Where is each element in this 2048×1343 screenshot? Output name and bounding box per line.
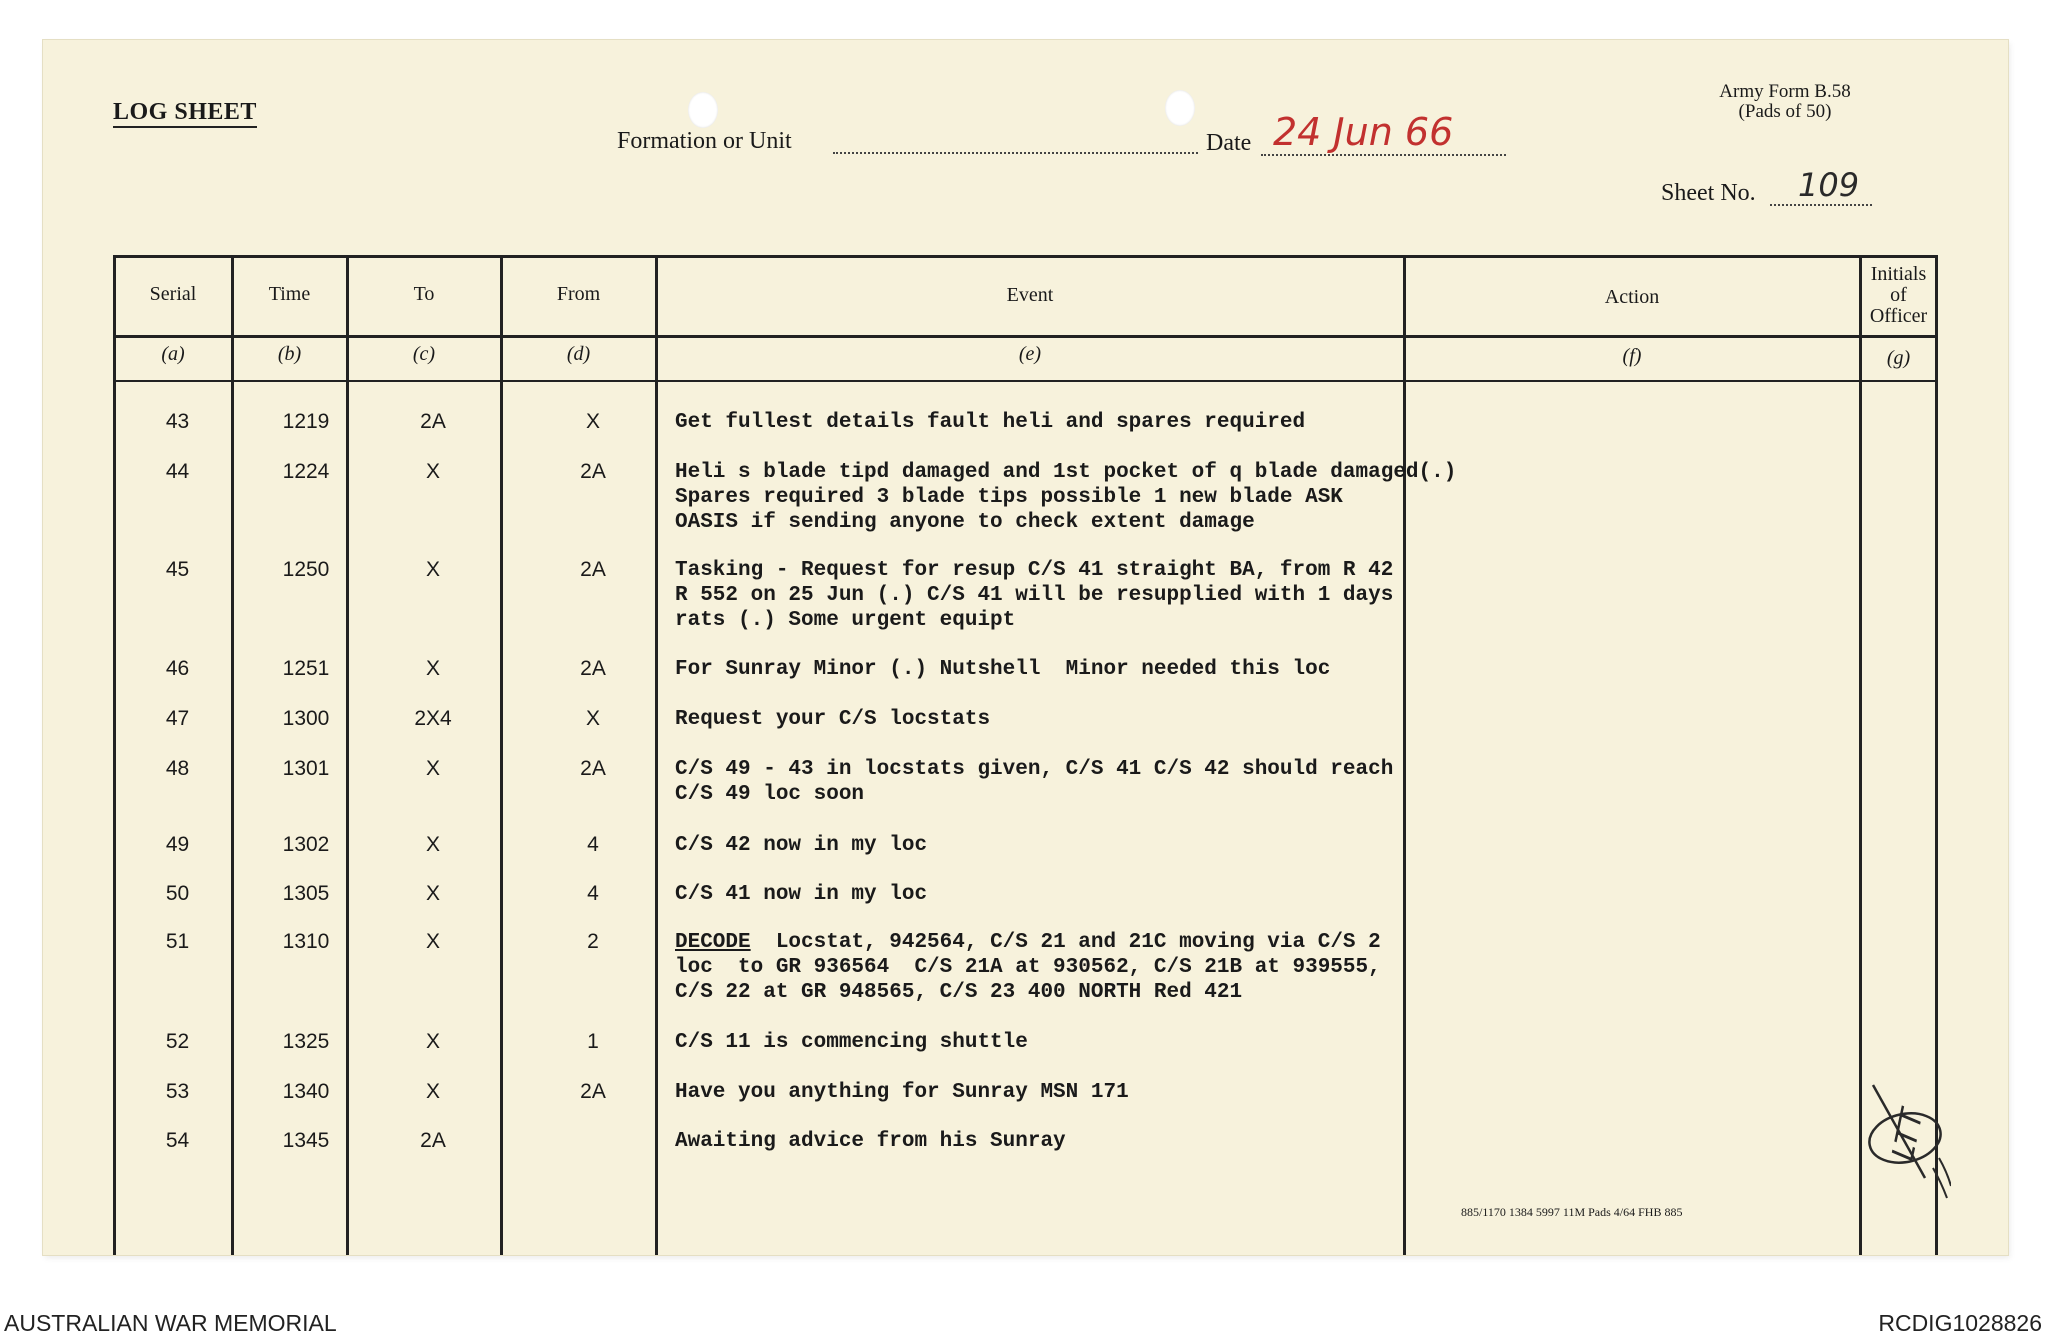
col-sub-from: (d) (566, 343, 591, 365)
initials-text: LTT (1885, 1106, 1931, 1164)
event-cell: C/S 42 now in my loc (675, 834, 928, 857)
col-header-event: Event (1006, 284, 1054, 306)
to-cell: X (425, 460, 440, 483)
event-text: Locstat, 942564, C/S 21 and 21C moving via C/S 2 loc to GR 936564 C/S 21A at 930562, C/S 21B at 939555, C/S 22 at GR 948565, C/S 23 400 NORTH Red 421 (675, 931, 1381, 1004)
archive-credit: AUSTRALIAN WAR MEMORIAL (4, 1310, 337, 1336)
to-cell: 2A (420, 1129, 446, 1152)
table-row (43, 558, 2008, 632)
serial-cell: 43 (165, 410, 190, 433)
event-cell: Have you anything for Sunray MSN 171 (675, 1081, 1129, 1104)
event-cell: Heli s blade tipd damaged and 1st pocket of q blade damaged(.) Spares required 3 blade tips possible 1 new blade ASK OASIS if sending anyone to check extent damage (675, 461, 1457, 534)
time-cell: 1219 (282, 410, 330, 433)
serial-cell: 51 (165, 930, 190, 953)
from-cell: 2A (580, 757, 606, 780)
col-header-action: Action (1604, 286, 1660, 308)
event-cell (675, 930, 1435, 1005)
form-pads: (Pads of 50) (1738, 101, 1832, 122)
serial-cell: 52 (165, 1030, 190, 1053)
event-cell: For Sunray Minor (.) Nutshell Minor needed this loc (675, 658, 1331, 681)
punch-hole-left (688, 92, 718, 128)
to-cell: 2X4 (414, 707, 452, 730)
date-field (1261, 154, 1506, 156)
col-sub-event: (e) (1018, 343, 1042, 365)
to-cell: X (425, 657, 440, 680)
from-cell: 2A (580, 657, 606, 680)
time-cell: 1300 (282, 707, 330, 730)
from-cell: 2A (580, 1080, 606, 1103)
event-cell: C/S 11 is commencing shuttle (675, 1031, 1028, 1054)
table-row (43, 1129, 2008, 1189)
col-sub-to: (c) (412, 343, 436, 365)
col-sub-action: (f) (1622, 345, 1642, 367)
time-cell: 1345 (282, 1129, 330, 1152)
col-sub-time: (b) (277, 343, 302, 365)
from-cell: 4 (587, 882, 599, 905)
col-header-from: From (556, 283, 601, 305)
date-label: Date (1206, 130, 1252, 156)
table-row (43, 460, 2008, 534)
event-cell: C/S 41 now in my loc (675, 883, 928, 906)
col-header-serial: Serial (149, 283, 197, 305)
to-cell: X (425, 757, 440, 780)
time-cell: 1305 (282, 882, 330, 905)
from-cell: X (585, 707, 600, 730)
log-sheet-paper (43, 40, 2008, 1255)
subheader-rule (113, 380, 1938, 382)
archive-reference: RCDIG1028826 (1878, 1310, 2042, 1336)
decode-keyword: DECODE (675, 931, 751, 954)
time-cell: 1310 (282, 930, 330, 953)
time-cell: 1224 (282, 460, 330, 483)
from-cell: 4 (587, 833, 599, 856)
printer-imprint: 885/1170 1384 5997 11M Pads 4/64 FHB 885 (1461, 1205, 1683, 1219)
to-cell: X (425, 930, 440, 953)
time-cell: 1325 (282, 1030, 330, 1053)
serial-cell: 44 (165, 460, 190, 483)
serial-cell: 53 (165, 1080, 190, 1103)
from-cell: 1 (587, 1030, 599, 1053)
to-cell: X (425, 833, 440, 856)
to-cell: X (425, 882, 440, 905)
to-cell: 2A (420, 410, 446, 433)
formation-label: Formation or Unit (617, 128, 792, 154)
serial-cell: 47 (165, 707, 190, 730)
serial-cell: 50 (165, 882, 190, 905)
page-title: LOG SHEET (113, 98, 257, 128)
from-cell: X (585, 410, 600, 433)
to-cell: X (425, 1030, 440, 1053)
col-sub-initials: (g) (1886, 347, 1911, 369)
table-row (43, 930, 2008, 1004)
col-header-to: To (413, 283, 435, 305)
col-header-initials: Initials of Officer (1869, 263, 1928, 327)
sheet-no-field (1770, 204, 1872, 206)
event-cell: Get fullest details fault heli and spares required (675, 411, 1306, 434)
header-rule (113, 335, 1938, 338)
col-header-time: Time (268, 283, 311, 305)
serial-cell: 45 (165, 558, 190, 581)
formation-field (833, 152, 1198, 154)
time-cell: 1250 (282, 558, 330, 581)
time-cell: 1302 (282, 833, 330, 856)
time-cell: 1301 (282, 757, 330, 780)
time-cell: 1251 (282, 657, 330, 680)
to-cell: X (425, 1080, 440, 1103)
serial-cell: 48 (165, 757, 190, 780)
handwritten-initials-mark (1863, 1080, 1951, 1200)
punch-hole-right (1165, 90, 1195, 126)
sheet-no-value: 109 (1798, 166, 1860, 204)
from-cell: 2A (580, 460, 606, 483)
serial-cell: 46 (165, 657, 190, 680)
event-cell: Tasking - Request for resup C/S 41 straight BA, from R 42 R 552 on 25 Jun (.) C/S 41 will be resupplied with 1 days rats (.) Some urgent equipt (675, 559, 1394, 632)
to-cell: X (425, 558, 440, 581)
form-identifier (1695, 82, 1875, 122)
event-cell: Request your C/S locstats (675, 708, 991, 731)
serial-cell: 49 (165, 833, 190, 856)
from-cell: 2A (580, 558, 606, 581)
table-top-rule (113, 255, 1938, 258)
event-cell: Awaiting advice from his Sunray (675, 1130, 1066, 1153)
table-row (43, 757, 2008, 817)
col-sub-serial: (a) (161, 343, 185, 365)
date-value: 24 Jun 66 (1273, 110, 1454, 154)
from-cell: 2 (587, 930, 599, 953)
sheet-no-label: Sheet No. (1661, 180, 1756, 206)
event-cell: C/S 49 - 43 in locstats given, C/S 41 C/S 42 should reach C/S 49 loc soon (675, 758, 1394, 806)
time-cell: 1340 (282, 1080, 330, 1103)
serial-cell: 54 (165, 1129, 190, 1152)
form-name: Army Form B.58 (1719, 81, 1851, 102)
